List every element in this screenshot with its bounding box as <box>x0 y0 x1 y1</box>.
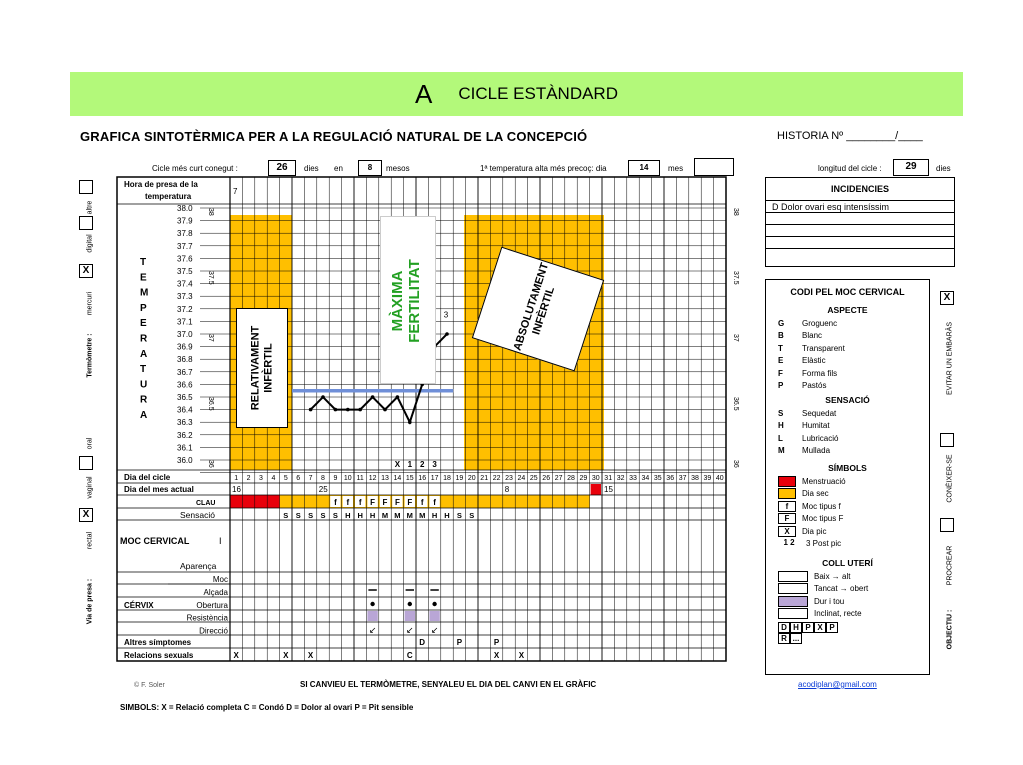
digital-label: digital <box>86 234 94 253</box>
day-number: 9 <box>333 475 338 482</box>
day-number: 17 <box>430 475 439 482</box>
aspecte-item <box>778 317 923 330</box>
temp-label: 37.2 <box>177 304 193 314</box>
via-label: Via de presa : <box>86 578 94 625</box>
cervix-soft <box>367 611 377 621</box>
sensacio-value: H <box>444 511 450 520</box>
clau-dry <box>441 495 453 508</box>
zone-absolutely-infertile: ABSOLUTAMENT INFÈRTIL <box>472 247 604 372</box>
simbol-swatch: 1 2 <box>783 538 795 548</box>
temp-label: 37.5 <box>177 267 193 276</box>
sensacio-value: H <box>369 511 376 520</box>
day-number: 32 <box>616 475 625 482</box>
clau-letter: f <box>334 498 337 507</box>
sensacio-value: S <box>295 511 301 520</box>
axis-mark-right: 36 <box>732 460 739 468</box>
coll-item <box>778 595 923 608</box>
clau-dry <box>292 495 304 508</box>
temp-label: 37.6 <box>177 254 193 264</box>
temp-label: 37.4 <box>177 279 193 289</box>
objectiu-label: OBJECTIU : <box>946 609 954 650</box>
temp-label: 37.1 <box>177 317 193 327</box>
cervix-soft <box>405 611 415 621</box>
day-number: 39 <box>703 475 712 482</box>
sensacio-value: S <box>320 511 326 520</box>
incidencies-panel: INCIDENCIES D Dolor ovari esq intensíssim <box>765 177 955 267</box>
relacions-label: Relacions sexuals <box>124 651 194 660</box>
temperatura-letter: E <box>140 272 147 284</box>
incidencia-row[interactable] <box>766 225 954 237</box>
altres-mark: D <box>419 638 426 647</box>
temperatura-letter: R <box>140 394 148 406</box>
temperature-point <box>346 408 350 412</box>
mesos-field[interactable]: 8 <box>358 160 382 176</box>
clau-dry <box>552 495 564 508</box>
day-number: 11 <box>356 475 364 482</box>
dia-mes-value: 16 <box>232 485 241 494</box>
axis-mark-left: 37 <box>207 334 214 342</box>
clau-dry <box>304 495 316 508</box>
sensacio-item-code: L <box>778 433 783 443</box>
temperature-point <box>371 395 375 399</box>
clau-menstruation <box>242 495 254 508</box>
axis-mark-left: 36.5 <box>207 397 214 411</box>
aspecte-item-code: F <box>778 368 783 378</box>
coll-code: D <box>778 622 790 633</box>
day-number: 25 <box>529 475 538 482</box>
day-number: 31 <box>604 475 613 482</box>
coll-label: Baix → alt <box>814 571 851 581</box>
sensacio-value: M <box>419 511 426 520</box>
cervix-row-label: Resistència <box>186 613 228 623</box>
cervix-row-label: Alçada <box>203 587 228 597</box>
dies-label: dies <box>304 164 319 173</box>
coll-code: R <box>778 633 790 644</box>
dia-cicle-label: Dia del cicle <box>124 473 171 482</box>
coll-code: H <box>790 622 802 633</box>
coll-codes <box>778 622 838 644</box>
clau-letter: F <box>394 498 400 507</box>
sensacio-value: S <box>308 511 314 520</box>
coll-item <box>778 583 923 596</box>
sensacio-value: S <box>456 511 462 520</box>
day-number: 2 <box>246 475 251 482</box>
procrear-label: PROCREAR <box>946 545 954 586</box>
coll-swatch <box>778 608 808 619</box>
temp-label: 36.2 <box>177 430 193 440</box>
sensacio-item-label: Mullada <box>802 446 831 456</box>
dia-mes-value: 25 <box>318 485 328 494</box>
incidencia-row[interactable] <box>766 237 954 249</box>
dia-mes-value: 15 <box>604 485 613 494</box>
clau-menstruation <box>230 495 242 508</box>
day-number: 6 <box>296 475 301 482</box>
sensacio-value: S <box>332 511 338 520</box>
clau-letter: F <box>382 498 388 507</box>
coll-swatch <box>778 596 808 607</box>
simbol-item <box>778 475 923 488</box>
clau-letter: f <box>358 498 362 507</box>
evitar-checkbox[interactable]: X <box>940 291 954 305</box>
simbol-swatch: X <box>778 526 796 537</box>
dia-mes-label: Dia del mes actual <box>124 485 194 494</box>
aspecte-item-code: E <box>778 356 784 366</box>
day-number: 4 <box>271 475 276 482</box>
temperatura-letter: T <box>140 364 147 376</box>
temperatura-letter: U <box>140 379 148 391</box>
simbol-item <box>778 538 923 551</box>
aspecte-item-label: Elàstic <box>802 356 826 366</box>
day-number: 1 <box>234 475 239 482</box>
simbol-label: Dia sec <box>802 489 829 499</box>
sensacio-label: Sensació <box>180 510 215 520</box>
day-number: 27 <box>554 475 563 482</box>
relacions-mark: X <box>233 651 239 660</box>
temperatura-letter: M <box>140 287 149 299</box>
author: © F. Soler <box>134 682 165 689</box>
cervix-opening <box>370 602 374 606</box>
temperature-point <box>334 408 338 412</box>
day-number: 15 <box>405 475 414 482</box>
axis-mark-right: 37.5 <box>732 271 739 285</box>
cervix-direction: ↙ <box>368 625 377 635</box>
sensacio-value: M <box>406 511 413 520</box>
clau-letter: f <box>433 498 436 507</box>
sensacio-item-label: Sequedat <box>802 408 837 418</box>
temp-label: 1ª temperatura alta més precoç: dia <box>480 164 607 173</box>
temp-label: 36.5 <box>177 393 193 402</box>
day-number: 5 <box>283 475 288 482</box>
coll-code: P <box>802 622 814 633</box>
day-number: 38 <box>691 475 699 482</box>
temp-label: 37.8 <box>177 229 193 239</box>
peak-mark: 1 <box>407 460 413 469</box>
simbol-swatch <box>778 476 796 487</box>
day-number: 16 <box>418 475 427 482</box>
axis-mark-right: 36.5 <box>732 397 739 411</box>
historia-field[interactable]: HISTORIA Nº ________/____ <box>777 130 923 142</box>
day-number: 34 <box>641 475 650 482</box>
peak-mark: 2 <box>419 460 425 469</box>
clau-dry <box>528 495 540 508</box>
day-number: 22 <box>492 475 501 482</box>
day-number: 35 <box>653 475 662 482</box>
day-number: 30 <box>591 475 600 482</box>
footer-symbols: SIMBOLS: X = Relació completa C = Condó D = Dolor al ovari P = Pit sensible <box>120 703 414 712</box>
clau-dry <box>280 495 292 508</box>
vaginal-label: vaginal <box>86 476 94 499</box>
cicle-field[interactable]: 26 <box>268 160 296 176</box>
cervix-direction: ↙ <box>430 625 439 635</box>
altre-label: altre <box>86 200 94 215</box>
temp-label: 37.3 <box>177 292 193 302</box>
aspecte-item <box>778 342 923 355</box>
temp-label: 36.7 <box>177 367 193 377</box>
sensacio-value: S <box>283 511 289 520</box>
coll-swatch <box>778 571 808 582</box>
longitud-label: longitud del cicle : <box>818 164 882 173</box>
simbol-swatch: F <box>778 513 796 524</box>
temp-label: 36.8 <box>177 355 193 365</box>
relacions-mark: X <box>518 651 525 660</box>
hora-label: Hora de presa de la <box>124 180 198 189</box>
sensacio-value: S <box>469 511 475 520</box>
oral-label: oral <box>86 437 94 450</box>
temperature-point <box>321 395 325 399</box>
clau-label: CLAU <box>196 500 216 507</box>
sensacio-item <box>778 432 923 445</box>
temperature-point <box>396 395 400 399</box>
aspecte-item <box>778 367 923 380</box>
cervix-direction: ↙ <box>406 625 414 635</box>
simbol-item <box>778 500 923 513</box>
clau-dry <box>577 495 589 508</box>
clau-letter: F <box>407 498 413 507</box>
temp-label: 37.7 <box>177 241 193 251</box>
clau-dry <box>317 495 329 508</box>
coll-swatch <box>778 583 808 594</box>
aspecte-item-label: Groguenc <box>802 318 838 328</box>
sensacio-value: H <box>357 511 363 520</box>
simbol-label: Menstruació <box>802 476 846 486</box>
day-number: 12 <box>368 475 377 482</box>
coll-label: Tancat → obert <box>814 584 869 594</box>
relacions-mark: X <box>283 651 289 660</box>
cervix-label: CÉRVIX <box>124 601 154 610</box>
temperature-point <box>408 420 412 424</box>
zone-max-text: MÀXIMA FERTILITAT <box>389 259 423 343</box>
simbol-item <box>778 525 923 538</box>
relacions-mark: C <box>406 651 413 660</box>
dia-mes-value: 8 <box>504 485 510 494</box>
axis-mark-left: 36 <box>207 460 214 468</box>
coll-code: ... <box>790 633 802 644</box>
temperature-point <box>358 408 362 412</box>
clau-letter: f <box>346 498 350 507</box>
clau-dry <box>503 495 515 508</box>
simbol-label: Moc tipus f <box>802 501 841 511</box>
temp-label: 36.4 <box>177 405 193 415</box>
day-number: 13 <box>381 475 389 482</box>
coll-item <box>778 570 923 583</box>
clau-dry <box>466 495 478 508</box>
hora-label: temperatura <box>145 192 192 201</box>
temperatura-letter: R <box>140 333 148 345</box>
temp-label: 37.9 <box>177 216 193 226</box>
cycle-title: CICLE ESTÀNDARD <box>458 84 618 103</box>
temp-label: 36.0 <box>177 456 193 465</box>
cervix-row-label: Moc <box>212 575 228 584</box>
simbol-label: 3 Post pic <box>806 539 842 549</box>
day-number: 20 <box>467 475 476 482</box>
sensacio-value: M <box>381 511 389 520</box>
aspecte-item-label: Forma fils <box>802 368 838 378</box>
cervix-row-label: Direcció <box>199 626 228 636</box>
aspecte-item-code: B <box>778 331 784 341</box>
longitud-dies: dies <box>936 164 951 173</box>
sensacio-item-label: Humitat <box>802 421 830 431</box>
sensacio-item <box>778 407 923 420</box>
day-number: 40 <box>715 475 724 482</box>
axis-mark-right: 37 <box>732 334 739 342</box>
cervix-opening <box>408 602 412 606</box>
temperatura-letter: T <box>140 257 147 268</box>
incidencia-row[interactable] <box>766 213 954 225</box>
sensacio-item-code: M <box>778 446 785 456</box>
aspecte-item-code: G <box>778 318 785 328</box>
day-number: 26 <box>542 475 551 482</box>
simbol-item <box>778 488 923 501</box>
temperatura-letter: A <box>140 348 148 360</box>
clau-letter: F <box>370 498 376 507</box>
footer-note: SI CANVIEU EL TERMÒMETRE, SENYALEU EL DIA DEL CANVI EN EL GRÀFIC <box>300 680 597 689</box>
temp-dia-field[interactable]: 14 <box>628 160 660 176</box>
rectal-checkbox[interactable]: X <box>79 508 93 522</box>
day-number: 23 <box>505 475 513 482</box>
simbol-label: Moc tipus F <box>802 514 844 524</box>
day-number: 36 <box>666 475 675 482</box>
day-number: 28 <box>567 475 575 482</box>
coll-code: P <box>826 622 838 633</box>
codi-panel: CODI PEL MOC CERVICAL ASPECTE G Groguenc B Blanc T Transparent E Elàstic F Forma fils P Pastós SENSACIÓ S Sequedat H Humitat L Lubricació M Mullada SÍMBOLS Menstruació Dia sec f Moc tipus f F Moc tipus F X Dia pic 1 2 3 Post pic COLL UTERÍ Baix → alt Tancat → obert Dur i tou Inclinat, recte D H P X P R ... <box>765 279 930 675</box>
simbol-swatch: f <box>778 501 796 512</box>
sensacio-item-code: S <box>778 408 784 418</box>
altres-label: Altres símptomes <box>124 638 192 647</box>
day-number: 21 <box>480 475 489 482</box>
sensacio-item-code: H <box>778 421 784 431</box>
mesos-label: mesos <box>386 164 410 173</box>
aspecte-item <box>778 355 923 368</box>
relacions-mark: X <box>493 651 500 660</box>
clau-letter: f <box>420 498 424 507</box>
clau-menstruation <box>267 495 279 508</box>
day-number: 10 <box>343 475 352 482</box>
cervix-opening <box>432 602 436 606</box>
aspecte-item-label: Blanc <box>802 331 823 341</box>
clau-red-end <box>591 484 601 495</box>
axis-mark-left: 37.5 <box>207 271 214 285</box>
email-link[interactable]: acodiplan@gmail.com <box>798 680 877 689</box>
simbol-swatch <box>778 488 796 499</box>
clau-dry <box>490 495 502 508</box>
temperature-point <box>309 408 313 412</box>
curve-label: 3 <box>443 310 449 320</box>
cervix-row-label: Obertura <box>196 600 228 610</box>
simbol-label: Dia pic <box>802 526 827 536</box>
clau-dry <box>540 495 552 508</box>
coll-label: Dur i tou <box>814 596 845 606</box>
cervix-soft <box>429 611 439 621</box>
clau-cell <box>590 495 602 508</box>
page-subtitle: GRAFICA SINTOTÈRMICA PER A LA REGULACIÓ NATURAL DE LA CONCEPCIÓ <box>80 129 588 144</box>
sensacio-item-label: Lubricació <box>802 433 839 443</box>
temp-label: 37.0 <box>177 330 193 339</box>
aspecte-item-code: T <box>778 343 783 353</box>
day-number: 7 <box>308 475 313 482</box>
coll-item <box>778 608 923 621</box>
aspecte-item-label: Transparent <box>802 343 845 353</box>
hora-value: 7 <box>233 187 238 196</box>
temp-label: 36.3 <box>177 418 193 428</box>
day-number: 24 <box>517 475 526 482</box>
moc-mark: I <box>219 536 222 546</box>
coneixer-label: CONÈIXER-SE <box>946 454 954 503</box>
day-number: 33 <box>629 475 637 482</box>
day-number: 29 <box>579 475 588 482</box>
clau-dry <box>453 495 465 508</box>
aspecte-item <box>778 330 923 343</box>
mes-label: mes <box>668 164 684 173</box>
cicle-label: Cicle més curt conegut : <box>152 164 238 173</box>
sensacio-value: H <box>345 511 351 520</box>
clau-dry <box>565 495 577 508</box>
temp-label: 38.0 <box>177 204 193 213</box>
sensacio-value: M <box>394 511 401 520</box>
procrear-checkbox[interactable] <box>940 518 954 532</box>
sensacio-item <box>778 445 923 458</box>
temperatura-letter: P <box>140 302 147 314</box>
coll-code: X <box>814 622 826 633</box>
rectal-label: rectal <box>86 531 94 550</box>
temperature-point <box>445 332 449 336</box>
day-number: 14 <box>393 475 402 482</box>
clau-dry <box>515 495 527 508</box>
day-number: 3 <box>259 475 263 482</box>
longitud-field[interactable]: 29 <box>893 159 929 176</box>
evitar-label: EVITAR UN EMBARÀS <box>946 322 954 395</box>
sensacio-value: H <box>431 511 438 520</box>
coll-label: Inclinat, recte <box>814 609 862 619</box>
aparenca-label: Aparença <box>180 561 217 571</box>
clau-menstruation <box>255 495 267 508</box>
altres-mark: P <box>456 638 463 647</box>
axis-mark-right: 38 <box>732 208 739 216</box>
temperature-point <box>383 408 387 412</box>
axis-mark-left: 38 <box>207 208 214 216</box>
temperatura-letter: A <box>140 410 148 421</box>
peak-mark: X <box>394 460 401 469</box>
relacions-mark: X <box>307 651 314 660</box>
mercuri-label: mercuri <box>86 291 94 316</box>
day-number: 8 <box>321 475 325 482</box>
sensacio-item <box>778 420 923 433</box>
temp-label: 36.9 <box>177 342 193 352</box>
mercuri-checkbox[interactable]: X <box>79 264 93 278</box>
temp-label: 36.6 <box>177 380 193 390</box>
day-number: 19 <box>455 475 464 482</box>
aspecte-item-code: P <box>778 381 784 391</box>
clau-dry <box>478 495 490 508</box>
temp-label: 36.1 <box>177 443 193 453</box>
en-label: en <box>334 164 343 173</box>
peak-mark: 3 <box>432 460 437 469</box>
temperatura-letter: E <box>140 318 147 330</box>
aspecte-item <box>778 380 923 393</box>
simbol-item <box>778 513 923 526</box>
aspecte-item-label: Pastós <box>802 381 827 391</box>
cycle-letter: A <box>415 78 433 109</box>
termometre-label: Termòmetre : <box>86 333 94 378</box>
incidencia-row[interactable]: D Dolor ovari esq intensíssim <box>766 201 954 213</box>
day-number: 37 <box>678 475 687 482</box>
moc-label: MOC CERVICAL <box>120 536 190 546</box>
zone-relatively-infertile: RELATIVAMENT INFÈRTIL <box>236 308 288 428</box>
altres-mark: P <box>493 638 500 647</box>
day-number: 18 <box>443 475 451 482</box>
